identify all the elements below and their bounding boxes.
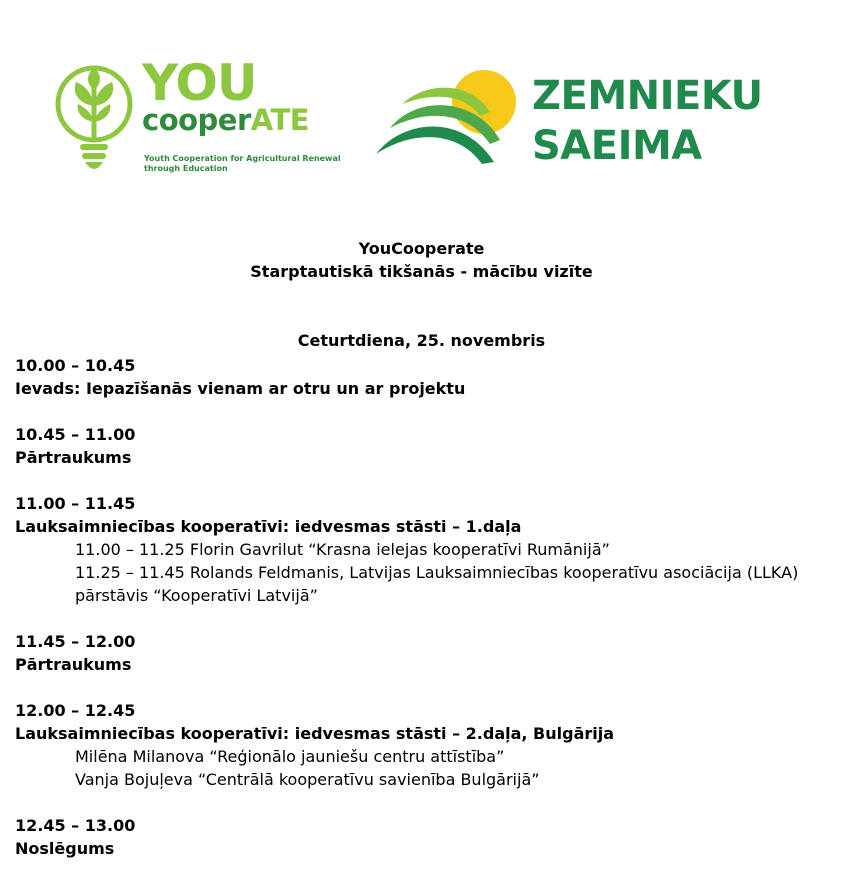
agenda-heading: Lauksaimniecības kooperatīvi: iedvesmas stāsti – 2.daļa, Bulgārija [15,724,615,743]
youcooperate-logo [54,54,346,178]
logo-saeima: SAEIMA [532,123,702,169]
agenda-time: 12.45 – 13.00 [15,816,136,835]
agenda-item: 11.25 – 11.45 Rolands Feldmanis, Latvijas Lauksaimniecības kooperatīvu asociācija (LLKA) pārstāvis “Kooperatīvi Latvijā” [75,563,799,605]
agenda-time: 11.00 – 11.45 [15,494,136,513]
agenda-time: 10.45 – 11.00 [15,425,136,444]
sun-fields-icon [372,68,522,168]
document-title: YouCooperate [358,239,485,258]
day-heading: Ceturtdiena, 25. novembris [297,331,546,350]
agenda-heading: Pārtraukums [15,448,132,467]
agenda-block [15,699,835,791]
agenda-item: 11.00 – 11.25 Florin Gavrilut “Krasna ielejas kooperatīvi Rumānijā” [75,540,610,559]
agenda-block [15,492,835,607]
agenda-time: 11.45 – 12.00 [15,632,136,651]
agenda [15,354,835,883]
agenda-block [15,814,835,860]
agenda-block [15,423,835,469]
document-subtitle: Starptautiskā tikšanās - mācību vizīte [250,262,593,281]
agenda-heading: Lauksaimniecības kooperatīvi: iedvesmas stāsti – 1.daļa [15,517,522,536]
agenda-item: Milēna Milanova “Reģionālo jauniešu centru attīstība” [75,747,505,766]
zemnieku-saeima-logo [372,68,792,168]
agenda-heading: Ievads: Iepazīšanās vienam ar otru un ar projektu [15,379,466,398]
agenda-heading: Noslēgums [15,839,115,858]
agenda-block [15,630,835,676]
logo-subtitle: Youth Cooperation for Agricultural Renewal through Education [144,154,341,173]
logo-zemnieku: ZEMNIEKU [532,73,763,119]
logo-you-word: YOU [142,54,257,112]
logo-cooperate-word: cooperATE [142,103,310,137]
agenda-item: Vanja Bojuļeva “Centrālā kooperatīvu savienība Bulgārijā” [75,770,540,789]
agenda-block [15,354,835,400]
agenda-time: 10.00 – 10.45 [15,356,136,375]
agenda-heading: Pārtraukums [15,655,132,674]
agenda-time: 12.00 – 12.45 [15,701,136,720]
lightbulb-plant-icon [54,60,138,178]
